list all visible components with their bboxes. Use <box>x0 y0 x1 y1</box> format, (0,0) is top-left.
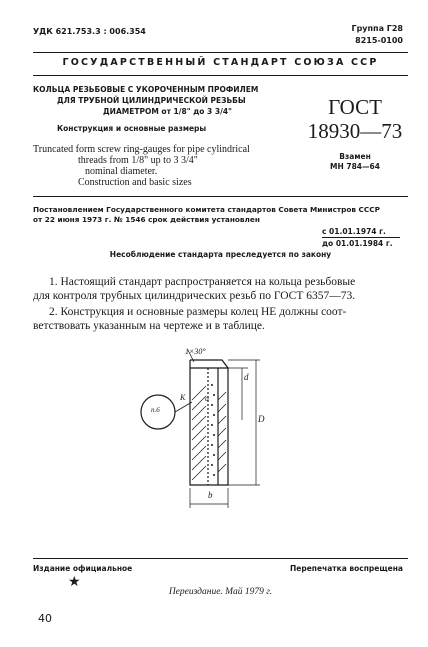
reprint-prohibited: Перепечатка воспрещена <box>289 564 403 573</box>
title-en-line2: threads from 1/8" up to 3 3/4" <box>78 155 198 166</box>
label-pb: п.6 <box>151 406 160 414</box>
replaces-block <box>290 152 420 172</box>
divider-top <box>33 52 408 53</box>
law-warning: Несоблюдение стандарта преследуется по закону <box>109 250 332 259</box>
replaces-label: Взамен <box>339 152 371 161</box>
decree-dates <box>322 226 400 249</box>
thread-profile <box>211 384 215 476</box>
title-en-line3: nominal diameter. <box>85 166 158 177</box>
official-edition: Издание официальное <box>33 564 133 573</box>
dimension-lines <box>190 360 260 508</box>
paragraph-2-line1: 2. Конструкция и основные размеры колец НЕ должны соот- <box>49 306 347 318</box>
date-to: до 01.01.1984 г. <box>322 237 400 249</box>
paragraph-1-line1: 1. Настоящий стандарт распространяется на кольца резьбовые <box>49 276 356 288</box>
reissue-note: Переиздание. Май 1979 г. <box>168 587 273 597</box>
label-D: D <box>258 414 265 424</box>
ring-gauge-drawing <box>130 340 310 540</box>
title-ru-subtitle: Конструкция и основные размеры <box>57 124 207 133</box>
title-ru-line2: ДЛЯ ТРУБНОЙ ЦИЛИНДРИЧЕСКОЙ РЕЗЬБЫ <box>57 96 246 105</box>
paragraph-2-line2: ветствовать указанным на чертеже и в таблице. <box>33 320 265 332</box>
gost-number-block <box>290 95 420 143</box>
divider-title <box>33 196 408 197</box>
title-en <box>33 144 250 188</box>
label-b: b <box>208 490 213 500</box>
decree-line2: от 22 июня 1973 г. № 1546 срок действия установлен <box>33 215 260 224</box>
paragraph-1-line2: для контроля трубных цилиндрических резьб по ГОСТ 6357—73. <box>33 290 356 302</box>
title-ru-line1: КОЛЬЦА РЕЗЬБОВЫЕ С УКОРОЧЕННЫМ ПРОФИЛЕМ <box>33 85 259 94</box>
gost-number: 18930—73 <box>307 119 403 143</box>
udk-code: УДК 621.753.3 : 006.354 <box>33 27 146 36</box>
replaces-value: МН 784—64 <box>330 162 380 171</box>
title-ru-line3: ДИАМЕТРОМ от 1/8" до 3 3/4" <box>103 107 232 116</box>
banner-title: ГОСУДАРСТВЕННЫЙ СТАНДАРТ СОЮЗА ССР <box>62 57 379 68</box>
decree-line1: Постановлением Государственного комитета стандартов Совета Министров СССР <box>33 205 380 214</box>
section-hatching <box>192 386 226 480</box>
decree-text <box>33 205 380 225</box>
okp-code: 8215-0100 <box>355 36 403 45</box>
date-from: с 01.01.1974 г. <box>322 227 386 236</box>
gost-label: ГОСТ <box>328 95 382 119</box>
page-number: 40 <box>38 612 52 625</box>
title-en-line4: Construction and basic sizes <box>78 177 192 188</box>
group-code: Группа Г28 <box>351 24 403 33</box>
label-a: а <box>205 394 209 403</box>
label-d: d <box>244 372 249 382</box>
label-k: К <box>180 393 186 402</box>
chamfer-label: 1×30° <box>185 347 206 356</box>
paragraph-1 <box>33 275 408 303</box>
divider-footer <box>33 558 408 559</box>
title-en-line1: Truncated form screw ring-gauges for pipe cylindrical <box>33 144 250 155</box>
star-icon: ★ <box>68 575 81 590</box>
paragraph-2 <box>33 305 408 333</box>
divider-banner <box>33 75 408 76</box>
title-ru <box>33 84 258 134</box>
